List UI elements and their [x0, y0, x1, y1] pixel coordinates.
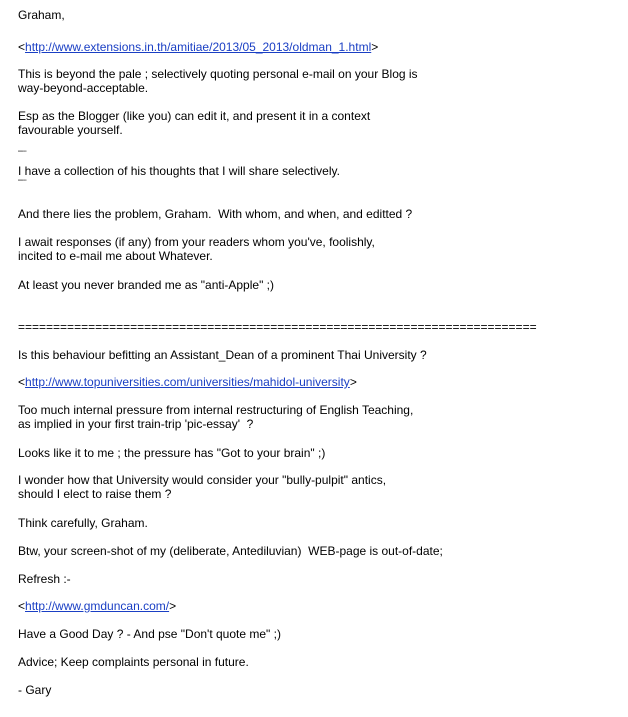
- paragraph-10: Think carefully, Graham.: [18, 516, 148, 530]
- paragraph-2-line-1: Esp as the Blogger (like you) can edit it, and present it in a context: [18, 109, 371, 123]
- paragraph-7-line-2: as implied in your first train-trip 'pic-essay' ?: [18, 417, 254, 431]
- quoted-line: I have a collection of his thoughts that I will share selectively.: [18, 164, 340, 178]
- signature: - Gary: [18, 683, 52, 697]
- paragraph-1-line-2: way-beyond-acceptable.: [18, 81, 149, 95]
- paragraph-2-line-2: favourable yourself.: [18, 123, 123, 137]
- paragraph-5: At least you never branded me as "anti-Apple" ;): [18, 278, 274, 292]
- link-gmduncan[interactable]: http://www.gmduncan.com/: [25, 599, 170, 613]
- paragraph-6: Is this behaviour befitting an Assistant_Dean of a prominent Thai University ?: [18, 348, 427, 362]
- paragraph-11: Btw, your screen-shot of my (deliberate, Antediluvian) WEB-page is out-of-date;: [18, 544, 443, 558]
- paragraph-1-line-1: This is beyond the pale ; selectively quoting personal e-mail on your Blog is: [18, 67, 418, 81]
- quote-mark-open: """": [18, 151, 27, 157]
- paragraph-4-line-1: I await responses (if any) from your readers whom you've, foolishly,: [18, 235, 375, 249]
- link-line-1: <http://www.extensions.in.th/amitiae/2013/05_2013/oldman_1.html>: [18, 40, 379, 54]
- quote-mark-close: """": [18, 180, 27, 186]
- link-extensions[interactable]: http://www.extensions.in.th/amitiae/2013/05_2013/oldman_1.html: [25, 40, 372, 54]
- paragraph-7-line-1: Too much internal pressure from internal restructuring of English Teaching,: [18, 403, 414, 417]
- separator-line: ==========================================================================: [18, 320, 537, 334]
- paragraph-8: Looks like it to me ; the pressure has "Got to your brain" ;): [18, 446, 326, 460]
- link-topuniversities[interactable]: http://www.topuniversities.com/universities/mahidol-university: [25, 375, 350, 389]
- paragraph-12: Refresh :-: [18, 572, 71, 586]
- paragraph-13: Have a Good Day ? - And pse "Don't quote me" ;): [18, 627, 281, 641]
- paragraph-9-line-2: should I elect to raise them ?: [18, 487, 172, 501]
- greeting: Graham,: [18, 8, 65, 22]
- paragraph-9-line-1: I wonder how that University would consider your "bully-pulpit" antics,: [18, 473, 387, 487]
- paragraph-3: And there lies the problem, Graham. With whom, and when, and editted ?: [18, 207, 413, 221]
- link-line-3: <http://www.gmduncan.com/>: [18, 599, 177, 613]
- paragraph-14: Advice; Keep complaints personal in future.: [18, 655, 249, 669]
- link-line-2: <http://www.topuniversities.com/universities/mahidol-university>: [18, 375, 357, 389]
- paragraph-4-line-2: incited to e-mail me about Whatever.: [18, 249, 213, 263]
